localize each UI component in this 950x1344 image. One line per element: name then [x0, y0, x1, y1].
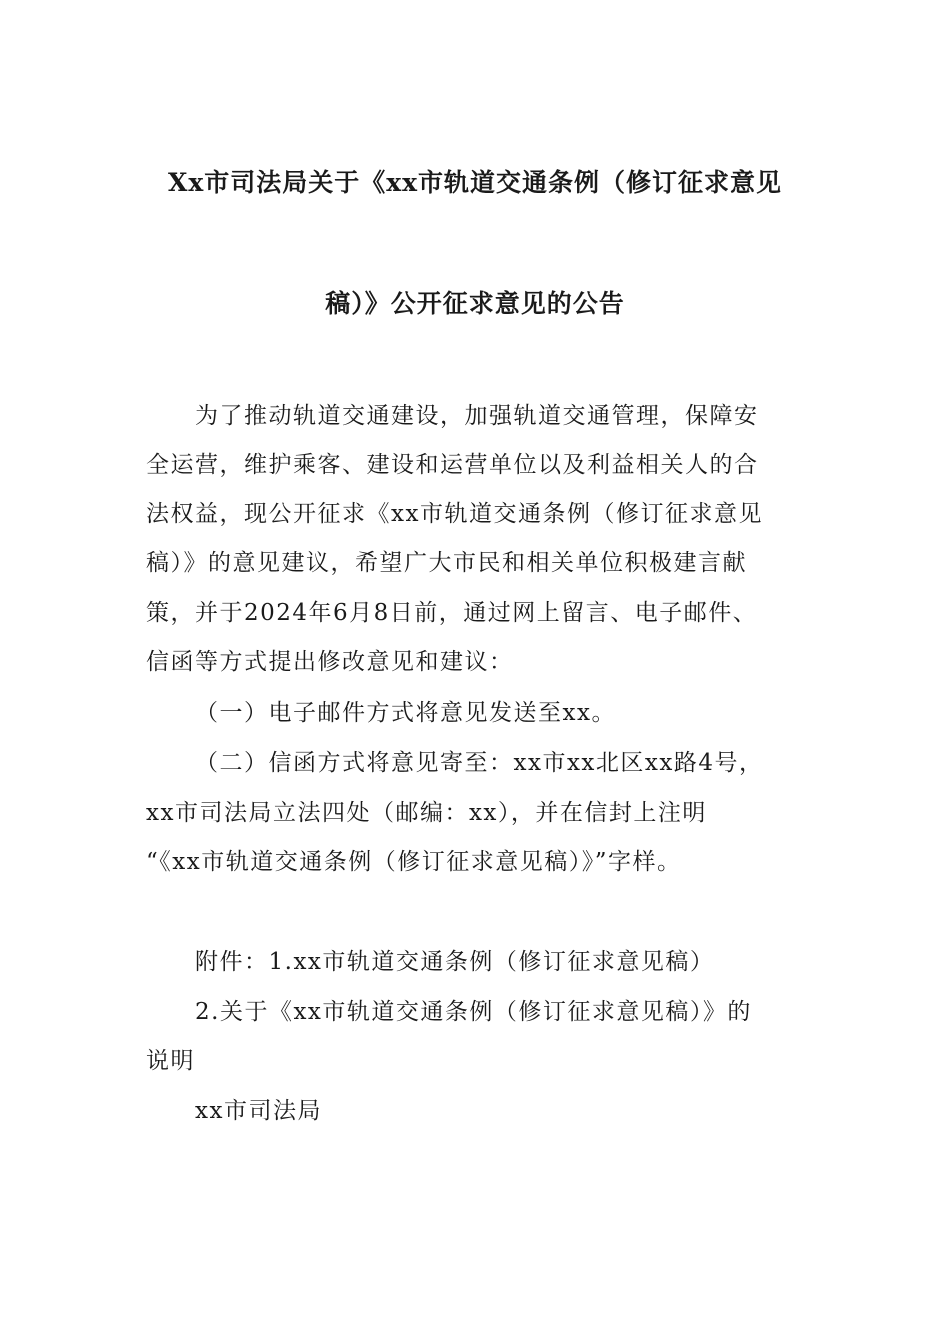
signature: xx市司法局: [195, 1098, 322, 1124]
document-title-line-1: Xx市司法局关于《xx市轨道交通条例（修订征求意见: [167, 168, 783, 197]
body-line-5: 策，并于2024年6月8日前，通过网上留言、电子邮件、: [146, 600, 758, 626]
attachment-2-line-2: 说明: [146, 1048, 195, 1074]
body-line-4: 稿）》的意见建议，希望广大市民和相关单位积极建言献: [146, 550, 747, 576]
attachment-1: 附件：1.xx市轨道交通条例（修订征求意见稿）: [195, 949, 715, 975]
item-letter-line-3: “《xx市轨道交通条例（修订征求意见稿）》”字样。: [146, 849, 682, 875]
body-line-1: 为了推动轨道交通建设，加强轨道交通管理，保障安: [195, 403, 759, 429]
body-line-6: 信函等方式提出修改意见和建议：: [146, 649, 514, 675]
body-line-2: 全运营，维护乘客、建设和运营单位以及利益相关人的合: [146, 452, 759, 478]
item-letter-line-2: xx市司法局立法四处（邮编：xx），并在信封上注明: [146, 800, 707, 826]
item-letter-line-1: （二）信函方式将意见寄至：xx市xx北区xx路4号，: [195, 750, 764, 776]
body-line-3: 法权益，现公开征求《xx市轨道交通条例（修订征求意见: [146, 501, 763, 527]
document-title-line-2: 稿）》公开征求意见的公告: [325, 289, 625, 318]
attachment-2-line-1: 2.关于《xx市轨道交通条例（修订征求意见稿）》的: [195, 999, 752, 1025]
item-email: （一）电子邮件方式将意见发送至xx。: [195, 700, 616, 726]
